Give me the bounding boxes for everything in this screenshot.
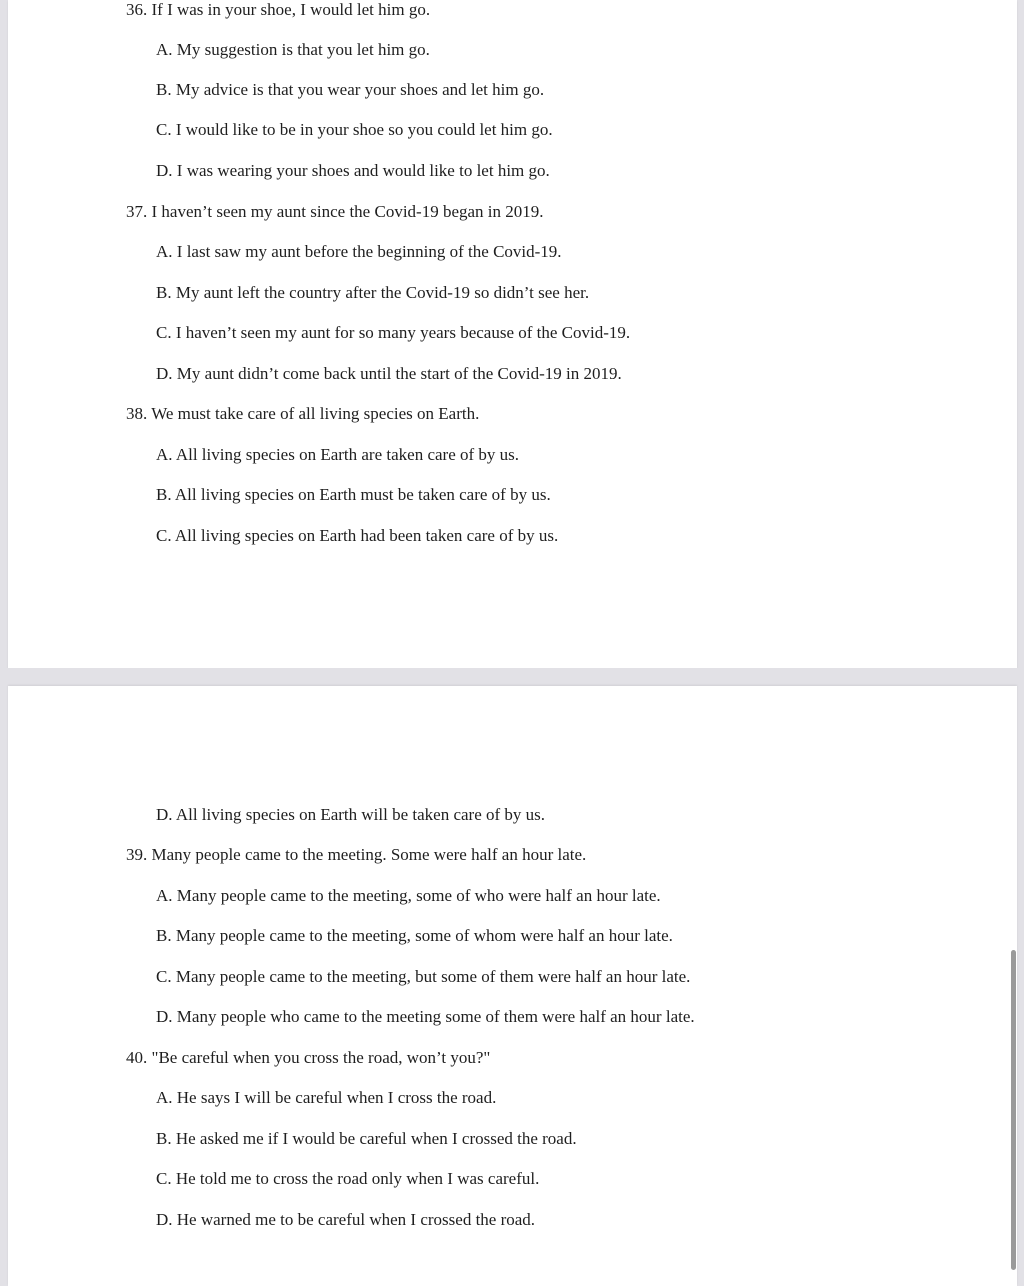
question-38-stem: 38. We must take care of all living species on Earth. (126, 404, 480, 423)
question-39-option-b: B. Many people came to the meeting, some of whom were half an hour late. (156, 926, 673, 945)
question-40-stem: 40. "Be careful when you cross the road, won’t you?" (126, 1048, 491, 1067)
question-38-option-b: B. All living species on Earth must be taken care of by us. (156, 485, 551, 504)
question-40-option-a: A. He says I will be careful when I cross the road. (156, 1088, 497, 1107)
question-36-option-c: C. I would like to be in your shoe so you could let him go. (156, 120, 553, 139)
question-39-option-d: D. Many people who came to the meeting some of them were half an hour late. (156, 1007, 695, 1026)
question-39-stem: 39. Many people came to the meeting. Some were half an hour late. (126, 845, 587, 864)
document-page-1 (8, 0, 1017, 668)
question-37-option-c: C. I haven’t seen my aunt for so many years because of the Covid-19. (156, 323, 631, 342)
question-40-option-b: B. He asked me if I would be careful when I crossed the road. (156, 1129, 577, 1148)
question-38-option-d: D. All living species on Earth will be taken care of by us. (156, 805, 546, 824)
question-36-option-a: A. My suggestion is that you let him go. (156, 40, 430, 59)
question-37-option-a: A. I last saw my aunt before the beginning of the Covid-19. (156, 242, 562, 261)
question-38-option-c: C. All living species on Earth had been taken care of by us. (156, 526, 559, 545)
question-38-option-a: A. All living species on Earth are taken care of by us. (156, 445, 520, 464)
question-37-stem: 37. I haven’t seen my aunt since the Covid-19 began in 2019. (126, 202, 544, 221)
question-37-option-d: D. My aunt didn’t come back until the start of the Covid-19 in 2019. (156, 364, 622, 383)
question-36-option-b: B. My advice is that you wear your shoes and let him go. (156, 80, 545, 99)
document-page-2 (8, 686, 1017, 1286)
page-separator (0, 668, 1024, 686)
question-36-stem: 36. If I was in your shoe, I would let him go. (126, 0, 431, 19)
question-40-option-d: D. He warned me to be careful when I crossed the road. (156, 1210, 536, 1229)
question-39-option-a: A. Many people came to the meeting, some of who were half an hour late. (156, 886, 661, 905)
question-40-option-c: C. He told me to cross the road only when I was careful. (156, 1169, 540, 1188)
question-37-option-b: B. My aunt left the country after the Covid-19 so didn’t see her. (156, 283, 590, 302)
question-39-option-c: C. Many people came to the meeting, but some of them were half an hour late. (156, 967, 691, 986)
question-36-option-d: D. I was wearing your shoes and would like to let him go. (156, 161, 550, 180)
vertical-scrollbar[interactable] (1011, 950, 1016, 1270)
